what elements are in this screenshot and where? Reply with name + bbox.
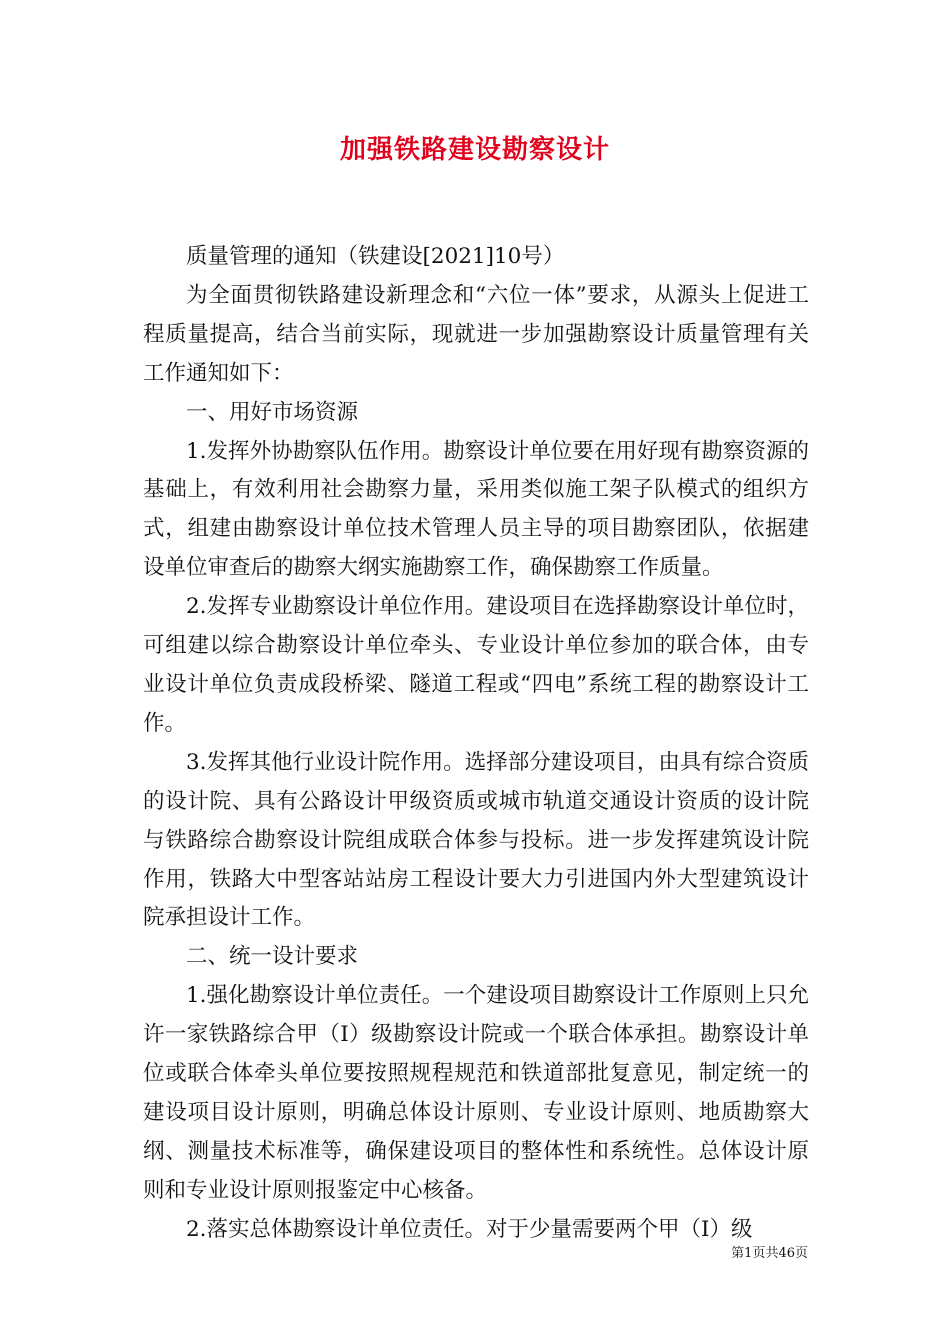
paragraph-1-3: 3.发挥其他行业设计院作用。选择部分建设项目，由具有综合资质的设计院、具有公路设计甲级资质或城市轨道交通设计资质的设计院与铁路综合勘察设计院组成联合体参与投标。进一步发挥建筑设计院作用，铁路大中型客站站房工程设计要大力引进国内外大型建筑设计院承担设计工作。 [143, 749, 809, 931]
paragraph-2-1: 1.强化勘察设计单位责任。一个建设项目勘察设计工作原则上只允许一家铁路综合甲（Ⅰ）级勘察设计院或一个联合体承担。勘察设计单位或联合体牵头单位要按照规程规范和铁道部批复意见，制定统一的建设项目设计原则，明确总体设计原则、专业设计原则、地质勘察大纲、测量技术标准等，确保建设项目的整体性和系统性。总体设计原则和专业设计原则报鉴定中心核备。 [143, 983, 809, 1203]
paragraph-subtitle: 质量管理的通知（铁建设[2021]10号） [186, 244, 565, 269]
document-body [143, 238, 809, 1250]
section-heading-2: 二、统一设计要求 [186, 944, 359, 970]
paragraph-1-2: 2.发挥专业勘察设计单位作用。建设项目在选择勘察设计单位时，可组建以综合勘察设计单位牵头、专业设计单位参加的联合体，由专业设计单位负责成段桥梁、隧道工程或“四电”系统工程的勘察设计工作。 [143, 594, 809, 736]
paragraph-1-1: 1.发挥外协勘察队伍作用。勘察设计单位要在用好现有勘察资源的基础上，有效利用社会勘察力量，采用类似施工架子队模式的组织方式，组建由勘察设计单位技术管理人员主导的项目勘察团队，依据建设单位审查后的勘察大纲实施勘察工作，确保勘察工作质量。 [143, 438, 809, 581]
paragraph-2-2: 2.落实总体勘察设计单位责任。对于少量需要两个甲（Ⅰ）级 [186, 1216, 753, 1242]
page-number: 第1页共46页 [731, 1246, 808, 1261]
paragraph-intro: 为全面贯彻铁路建设新理念和“六位一体”要求，从源头上促进工程质量提高，结合当前实际，现就进一步加强勘察设计质量管理有关工作通知如下： [143, 282, 809, 386]
section-heading-1: 一、用好市场资源 [186, 399, 359, 425]
document-title: 加强铁路建设勘察设计 [339, 135, 610, 165]
